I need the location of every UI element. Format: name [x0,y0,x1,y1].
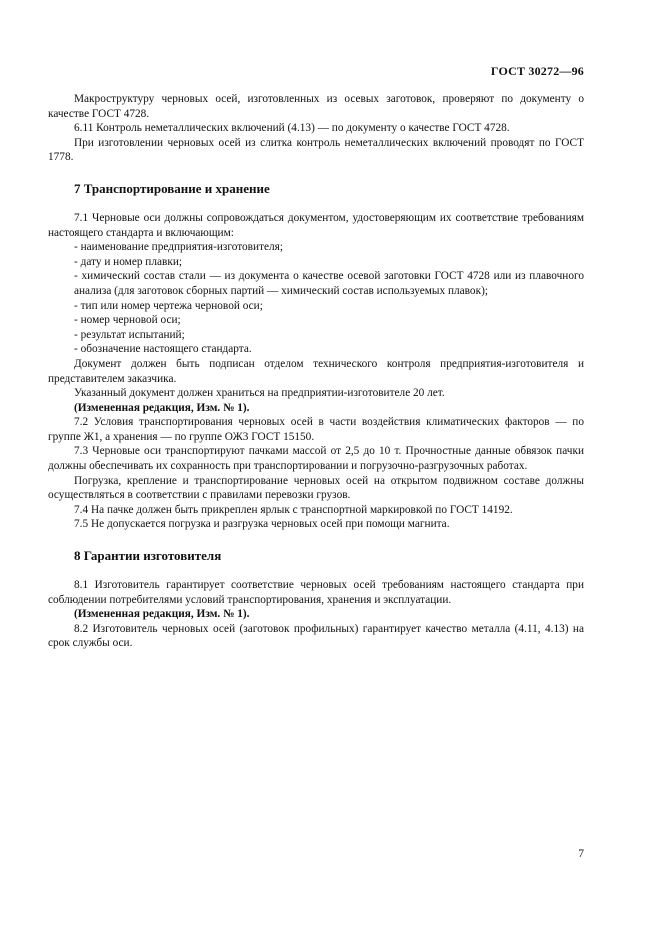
section-7-title: 7 Транспортирование и хранение [74,180,270,196]
document-code: ГОСТ 30272—96 [490,64,584,78]
paragraph-8-1: 8.1 Изготовитель гарантирует соответствие черновых осей требованиям настоящего стандарта при соблюдении потребителями условий транспортирования, хранения и эксплуатации. [48,579,584,606]
list-item: - тип или номер чертежа черновой оси; [74,299,263,312]
paragraph-7-2: 7.2 Условия транспортирования черновых осей в части воздействия климатических факторов — по группе Ж1, а хранения — по группе ОЖ3 ГОСТ 15150. [48,416,584,443]
paragraph-7-4: 7.4 На пачке должен быть прикреплен ярлык с транспортной маркировкой по ГОСТ 14192. [74,503,513,516]
document-page [48,0,584,936]
paragraph-6-11: 6.11 Контроль неметаллических включений (4.13) — по документу о качестве ГОСТ 4728. [74,122,510,135]
list-item: - наименование предприятия-изготовителя; [74,241,283,254]
amendment-note: (Измененная редакция, Изм. № 1). [74,401,250,414]
list-item: - дату и номер плавки; [74,255,183,268]
paragraph-macrostructure: Макроструктуру черновых осей, изготовленных из осевых заготовок, проверяют по документу о качестве ГОСТ 4728. [48,93,584,120]
paragraph-storage-period: Указанный документ должен храниться на предприятии-изготовителе 20 лет. [74,387,445,400]
section-8-title: 8 Гарантии изготовителя [74,548,222,564]
paragraph-7-3: 7.3 Черновые оси транспортируют пачками массой от 2,5 до 10 т. Прочностные данные обвязок пачки должны обеспечивать их сохранность при транспортировании и погрузочно-разгрузочных работах. [48,445,584,473]
paragraph-ingot-control: При изготовлении черновых осей из слитка контроль неметаллических включений проводят по ГОСТ 1778. [48,136,584,164]
paragraph-signature: Документ должен быть подписан отделом технического контроля предприятия-изготовителя и представителем заказчика. [48,357,584,385]
paragraph-loading: Погрузка, крепление и транспортирование черновых осей на открытом подвижном составе должны осуществляться в соответствии с правилами перевозки грузов. [48,474,584,502]
amendment-note: (Измененная редакция, Изм. № 1). [74,608,250,621]
list-item: - номер черновой оси; [74,314,181,327]
list-item: - обозначение настоящего стандарта. [74,343,252,356]
paragraph-7-5: 7.5 Не допускается погрузка и разгрузка черновых осей при помощи магнита. [74,518,450,531]
page-number: 7 [578,848,584,860]
list-item: - результат испытаний; [74,328,185,341]
page-content [48,92,584,651]
list-item: - химический состав стали — из документа о качестве осевой заготовки ГОСТ 4728 или из плавочного анализа (для заготовок сборных партий — химический состав используемых плавок); [74,270,584,297]
paragraph-8-2: 8.2 Изготовитель черновых осей (заготовок профильных) гарантирует качество металла (4.11, 4.13) на срок службы оси. [48,622,584,650]
paragraph-7-1: 7.1 Черновые оси должны сопровождаться документом, удостоверяющим их соответствие требованиям настоящего стандарта и включающим: [48,211,584,239]
